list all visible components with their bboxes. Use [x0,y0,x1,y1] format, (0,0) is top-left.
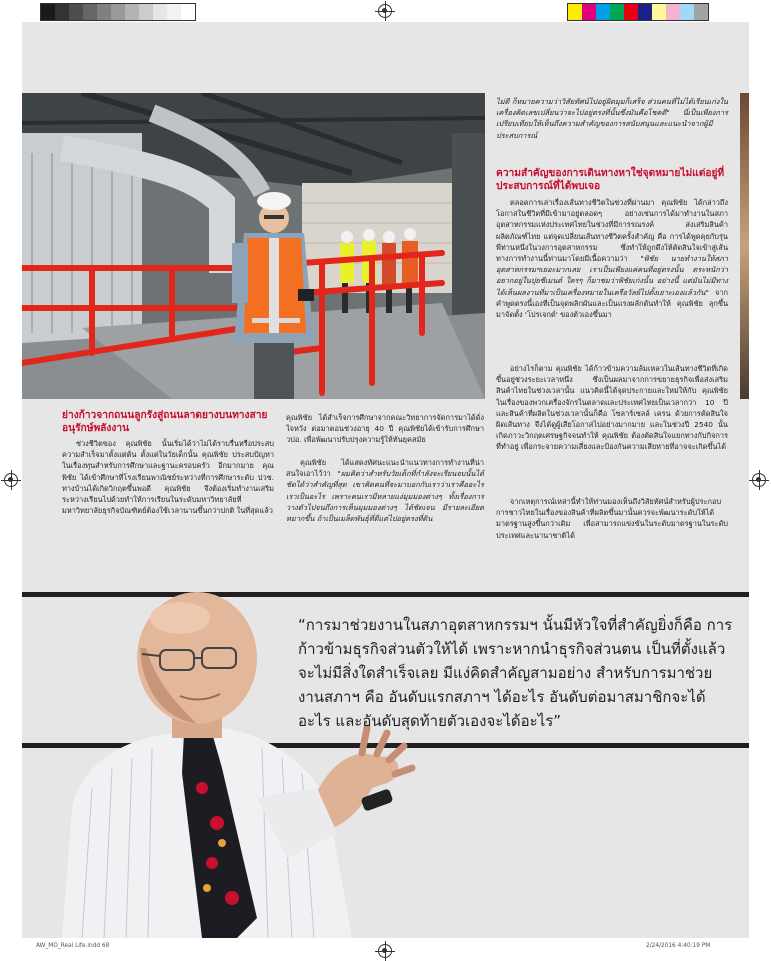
registration-mark-left-icon [4,473,18,487]
footer-timestamp: 2/24/2016 4:40:19 PM [646,943,711,949]
side-photo-strip [740,93,749,399]
section1-paragraph: ช่วงชีวิตของ คุณพิชัย นั้นเริ่มได้ว่าไม่ได้ราบรื่นหรือประสบความสำเร็จมาตั้งแต่ต้น ตั้งแต่ในวัยเด็กนั้น คุณพิชัย ประสบปัญหาในเรื่องทุนสำหรับการศึกษาและฐานะครอบครัว อีกมากมาย คุณพิชัย ได้เข้าศึกษาที่โรงเรียนพาณิชย์ระหว่างที่การศึกษาระดับ ปวช. ทางบ้านได้เกิดวิกฤตขึ้นพอดี คุณพิชัย จึงต้องเริ่มทำงานเสริมระหว่างเรียนไปด้วยทำให้การเรียนในระดับมหาวิทยาลัยที่มหาวิทยาลัยธุรกิจบัณฑิตย์ต้องใช้เวลานานขึ้นกว่าปกติ ในที่สุดแล้ว [62,439,274,516]
cmyk-color-bar [567,3,709,21]
gray-color-bar [40,3,196,21]
registration-mark-top-icon [378,4,392,18]
pull-quote: “การมาช่วยงานในสภาอุตสาหกรรมฯ นั้นมีหัวใจที่สำคัญยิ่งก็คือ การก้าวข้ามธุรกิจส่วนตัวให้ได้ เพราะหากนำธุรกิจส่วนตน เป็นที่ตั้งแล้วจะไม่มีสิ่งใดสำเร็จเลย มีแง่คิดสำคัญสามอย่าง สำหรับการมาช่วยงานสภาฯ คือ อันดับแรกสภาฯ ได้อะไร อันดับต่อมาสมาชิกจะได้อะไร และอันดับสุดท้ายตัวเองจะได้อะไร” [298,616,733,730]
section2-paragraph-3: จากเหตุการณ์เหล่านี้ทำให้ท่านมองเห็นถึงวิสัยทัศน์สำหรับผู้ประกอบการชาวไทยในเรื่องของสินค้าที่ผลิตขึ้นมานั้นควรจะพัฒนาระดับให้ได้มาตรฐานสูงขึ้นกว่าเดิม เพื่อสามารถแข่งขันในระดับมาตรฐานในระดับประเทศและนานาชาติได้ [496,497,728,540]
section2-paragraph-1: ตลอดการเล่าเรื่องเส้นทางชีวิตในช่วงที่ผ่านมา คุณพิชัย ได้กล่าวถึงโอกาสในชีวิตที่มีเข้ามาอยู่ตลอดๆ อย่างเช่นการได้มาทำงานในสภาอุตสาหกรรมแห่งประเทศไทยในช่วงที่มีการรณรงค์ ส่งเสริมสินค้าผลิตภัณฑ์ไทย แต่จุดเปลี่ยนเส้นทางชีวิตครั้งสำคัญ คือ การได้พูดคุยกับรุ่นพี่ท่านหนึ่งในวงการอุตสาหกรรม ซึ่งทำให้ถูกดึงให้ตัดสินใจเข้าสู่เส้นทางการทำงานนี้ท่านมาโดยมีเนื้อความว่า "พิชัย นายทำงานให้สภาอุตสาหกรรมฯเยอะมากเลย เราเป็นเพียงแค่คนที่อยู่ตรงนั้น ตระหนักว่าอยากอยู่ในปุยซีเมนต์ ใครๆ ก็มาชมว่าพิชัยเก่งนั้น อย่างนี้ แต่มันไม่มีทางได้เห็นผลงานที่มาเป็นเครื่องหมายในเครือวัลย์ไปตั้งเยาะเองแล้วกัน" จากคำพูดตรงนี้เองที่เป็นจุดพลิกผันและเป็นแรงผลักดันทำให้ คุณพิชัย ลุกขึ้นมาจัดตั้ง 'โปรเจกต์' ของตัวเองขึ้นมา [496,198,728,320]
footer-file-name: AW_MO_Real Life.indd 68 [36,943,110,949]
col2-paragraph-1: คุณพิชัย ได้สำเร็จการศึกษาจากคณะวิทยาการจัดการมาได้ดั่งใจหวัง ต่อมาตอนช่วงอายุ 40 ปี คุณพิชัยได้เข้ารับการศึกษา วปอ. เพื่อพัฒนาปรับปรุงความรู้ให้ทันยุคสมัย [286,413,484,445]
section2-heading: ความสำคัญของการเดินทางหาใช่จุดหมายไม่แต่อยู่ที่ประสบการณ์ที่ได้พบเจอ [496,168,725,192]
registration-mark-bottom-icon [378,944,392,958]
top-right-quote: ไม่ดี ก็หมายความว่าวิสัยทัศน์ไปอยู่ผิดมุมก็เสร็จ ส่วนคนที่ไม่ได้เรียนเก่งในเครื่องคิดเลขเปลี่ยนว่าจะไปอยู่ตรงที่นั้นซึ่งมันคือโชคดี" นี่เป็นเพียงการเปรียบเทียบให้เห็นถึงความสำคัญของการสนับสนุนและแนะนำจากผู้มีประสบการณ์ [496,97,728,140]
registration-mark-right-icon [752,473,766,487]
section2-paragraph-2: อย่างไรก็ตาม คุณพิชัย ได้ก้าวข้ามความล้มเหลวในเส้นทางชีวิตที่เกิดขึ้นอยู่ช่วงระยะเวลาหนึ่ง ซึ่งเป็นผลมาจากการขยายธุรกิจเพื่อส่งเสริมสินค้าไทยในช่วงเวลานั้น แนวคิดนี้ได้จุดประกายและใหม่ให้กับ คุณพิชัย ในเรื่องของพวกเครื่องจักรในตลาดและประเทศไทยเป็นเวลากว่า 10 ปี และสินค้าที่ผลิตในช่วงเวลานั้นก็คือ โซลาร์เซลล์ เครน ด้วยการตัดสินใจผิดเส้นทาง จึงได้ดูผู้เสียโอกาสไปอย่างมากมาย และในช่วงปี 2540 นั้นเกิดภาวะวิกฤตเศรษฐกิจจนทำให้ คุณพิชัย ต้องตัดสินใจแยกทางกับกิจการที่ทำอยู่ เพื่อกระจายความเสี่ยงและป้องกันความเสียหายที่อาจจะเกิดขึ้นได้ [496,364,728,452]
col2-paragraph-2: คุณพิชัย ได้แสดงทัศนะแนะนำแนวทางการทำงานที่น่าสนใจเอาไว้ว่า "ผมคิดว่าสำหรับวัยเด็กที่กำลังจะเรียนจบนั้นได้ชัดได้ว่าสำคัญที่สุด เขาคิดคนที่จะมาบอกกับเราว่าเราคืออะไร เราเป็นอะไร เพราะคนเรามีหลายแง่มุมมองต่างๆ ทั้งเรื่องการวางตัวไปจนถึงการเห็นมุมมองต่างๆ ได้ชัดเจน มีรายละเอียดหมากขึ้น ถ้าเป็นเมล็ดพันธุ์ที่ดีแต่ไปอยู่ตรงที่ดิน [286,458,484,524]
section2-quote: "พิชัย นายทำงานให้สภาอุตสาหกรรมฯเยอะมากเลย เราเป็นเพียงแค่คนที่อยู่ตรงนั้น ตระหนักว่าอยากอยู่ในปุยซีเมนต์ ใครๆ ก็มาชมว่าพิชัยเก่งนั้น อย่างนี้ แต่มันไม่มีทางได้เห็นผลงานที่มาเป็นเครื่องหมายในเครือวัลย์ไปตั้งเยาะเองแล้วกัน" [496,254,728,297]
col2-quote: "ผมคิดว่าสำหรับวัยเด็กที่กำลังจะเรียนจบนั้นได้ชัดได้ว่าสำคัญที่สุด เขาคิดคนที่จะมาบอกกับเราว่าเราคืออะไร เราเป็นอะไร เพราะคนเรามีหลายแง่มุมมองต่างๆ ทั้งเรื่องการวางตัวไปจนถึงการเห็นมุมมองต่างๆ ได้ชัดเจน มีรายละเอียดหมากขึ้น ถ้าเป็นเมล็ดพันธุ์ที่ดีแต่ไปอยู่ตรงที่ดิน [286,469,484,524]
factory-inspection-photo [22,93,485,399]
section1-heading: ย่างก้าวจากถนนลูกรังสู่ถนนลาดยางบนทางสายอนุรักษ์พลังงาน [62,410,268,434]
